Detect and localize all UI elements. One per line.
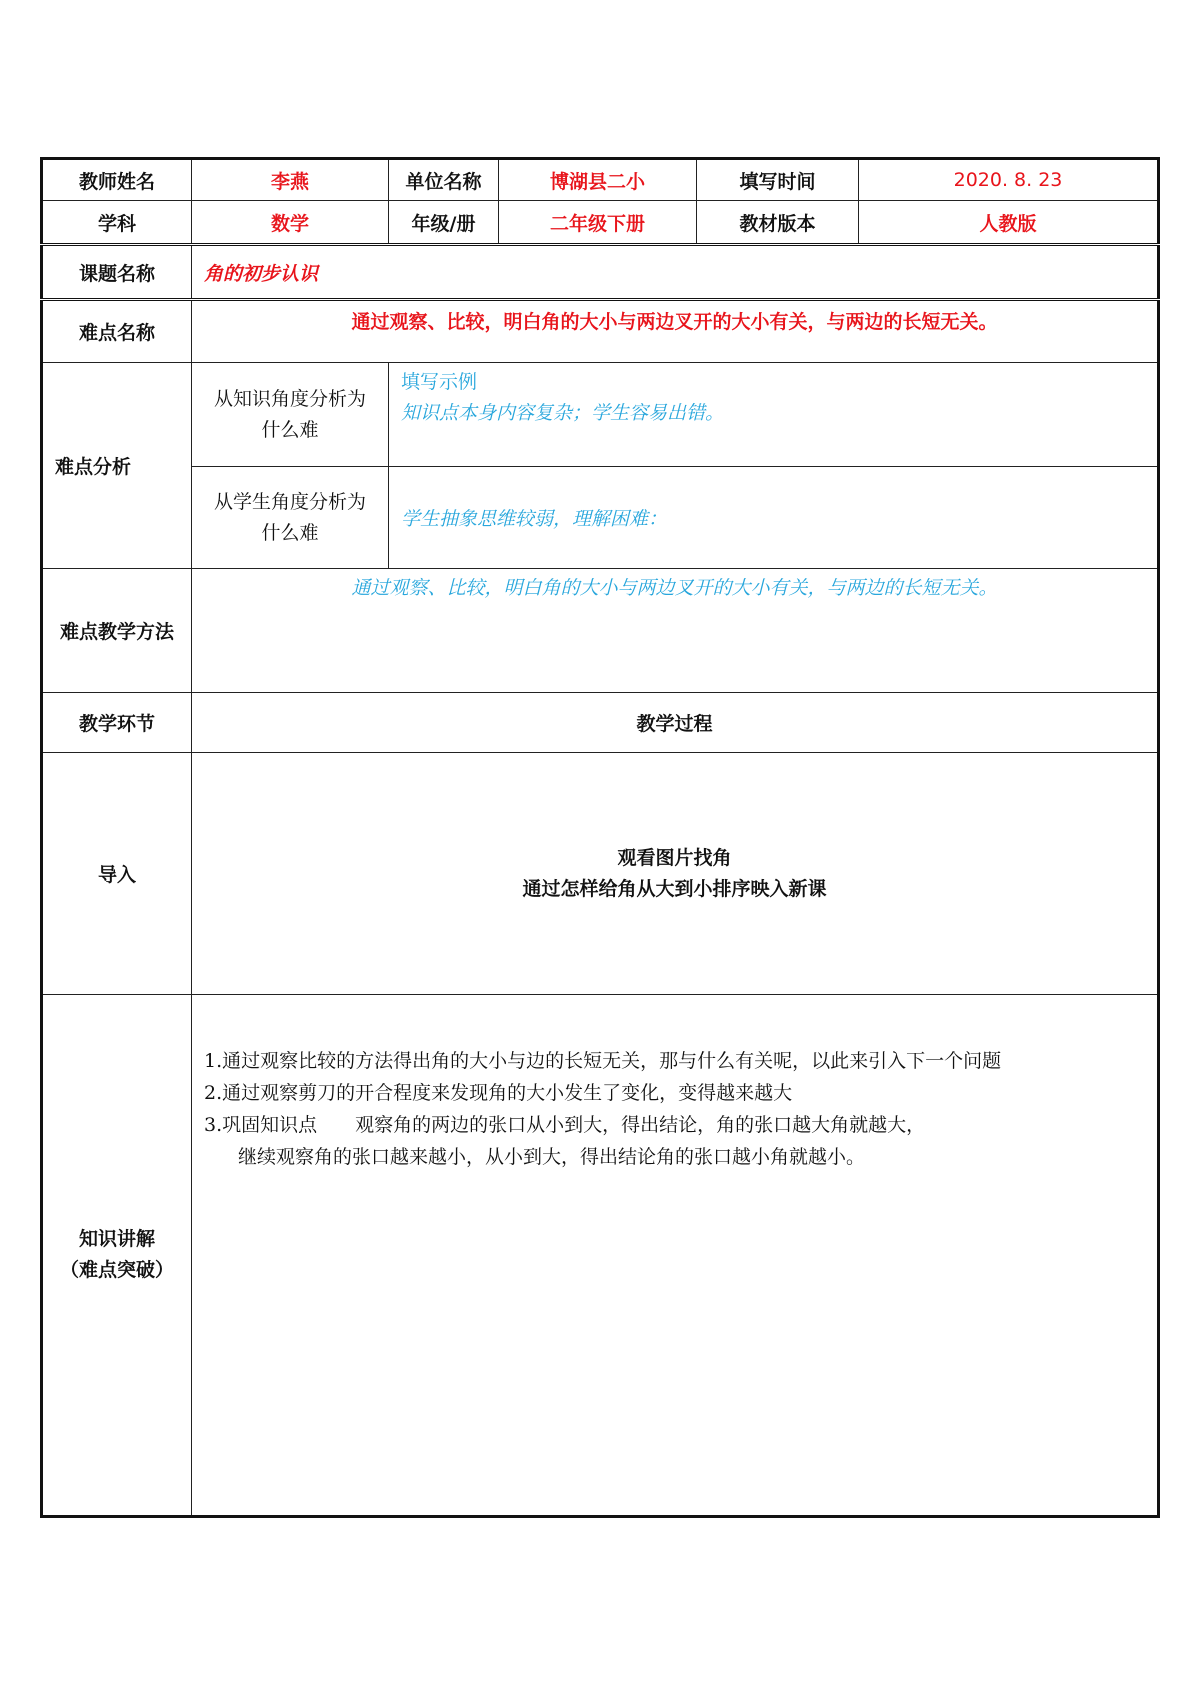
intro-line-1: 观看图片找角 bbox=[617, 846, 732, 869]
intro-cell bbox=[192, 753, 1159, 995]
student-angle-text: 学生抽象思维较弱，理解困难： bbox=[401, 508, 668, 530]
knowledge-angle-label-line1: 从知识角度分析为 bbox=[213, 387, 366, 410]
edition-value: 人教版 bbox=[859, 201, 1159, 245]
knowledge-item-3-heading: 3.巩固知识点 bbox=[204, 1114, 318, 1136]
knowledge-label bbox=[42, 995, 192, 1517]
topic-row bbox=[42, 245, 1159, 300]
student-angle-content bbox=[389, 467, 1159, 569]
process-label: 教学过程 bbox=[192, 693, 1159, 753]
subject-value: 数学 bbox=[192, 201, 389, 245]
intro-line-2: 通过怎样给角从大到小排序映入新课 bbox=[522, 877, 827, 900]
subject-label: 学科 bbox=[42, 201, 192, 245]
knowledge-item-1: 1.通过观察比较的方法得出角的大小与边的长短无关，那与什么有关呢，以此来引入下一个问题 bbox=[204, 1050, 1002, 1072]
difficulty-value: 通过观察、比较，明白角的大小与两边叉开的大小有关，与两边的长短无关。 bbox=[351, 311, 998, 333]
student-angle-label-line2: 什么难 bbox=[261, 521, 319, 544]
intro-label: 导入 bbox=[42, 753, 192, 995]
knowledge-row bbox=[42, 995, 1159, 1517]
knowledge-item-4: 继续观察角的张口越来越小，从小到大，得出结论角的张口越小角就越小。 bbox=[238, 1146, 866, 1168]
knowledge-angle-content bbox=[389, 363, 1159, 467]
method-row bbox=[42, 569, 1159, 693]
knowledge-angle-label-line2: 什么难 bbox=[261, 418, 319, 441]
topic-value: 角的初步认识 bbox=[204, 262, 319, 285]
method-label: 难点教学方法 bbox=[42, 569, 192, 693]
knowledge-item-3-text: 观察角的两边的张口从小到大，得出结论，角的张口越大角就越大， bbox=[355, 1114, 926, 1136]
example-title: 填写示例 bbox=[401, 371, 478, 393]
header-row-1 bbox=[42, 159, 1159, 201]
knowledge-label-line1: 知识讲解 bbox=[78, 1228, 155, 1250]
unit-label: 单位名称 bbox=[389, 159, 499, 201]
process-header-row bbox=[42, 693, 1159, 753]
lesson-plan-form bbox=[40, 157, 1160, 1518]
difficulty-cell bbox=[192, 300, 1159, 363]
stage-label: 教学环节 bbox=[42, 693, 192, 753]
date-value: 2020. 8. 23 bbox=[859, 159, 1159, 201]
date-label: 填写时间 bbox=[697, 159, 859, 201]
teacher-label: 教师姓名 bbox=[42, 159, 192, 201]
student-angle-label bbox=[192, 467, 389, 569]
grade-value: 二年级下册 bbox=[499, 201, 697, 245]
topic-cell bbox=[192, 245, 1159, 300]
difficulty-row bbox=[42, 300, 1159, 363]
knowledge-item-2: 2.通过观察剪刀的开合程度来发现角的大小发生了变化，变得越来越大 bbox=[204, 1082, 793, 1104]
analysis-row-student bbox=[42, 467, 1159, 569]
student-angle-label-line1: 从学生角度分析为 bbox=[213, 490, 366, 513]
difficulty-label: 难点名称 bbox=[42, 300, 192, 363]
topic-label: 课题名称 bbox=[42, 245, 192, 300]
teacher-value: 李燕 bbox=[192, 159, 389, 201]
edition-label: 教材版本 bbox=[697, 201, 859, 245]
header-row-2 bbox=[42, 201, 1159, 245]
example-text: 知识点本身内容复杂；学生容易出错。 bbox=[401, 402, 725, 424]
method-cell bbox=[192, 569, 1159, 693]
knowledge-item-3 bbox=[204, 1109, 1145, 1141]
analysis-row-knowledge bbox=[42, 363, 1159, 467]
knowledge-content bbox=[192, 995, 1159, 1517]
analysis-label: 难点分析 bbox=[42, 363, 192, 569]
method-text: 通过观察、比较，明白角的大小与两边叉开的大小有关，与两边的长短无关。 bbox=[351, 577, 998, 599]
knowledge-angle-label bbox=[192, 363, 389, 467]
grade-label: 年级/册 bbox=[389, 201, 499, 245]
unit-value: 博湖县二小 bbox=[499, 159, 697, 201]
knowledge-label-line2: （难点突破） bbox=[59, 1259, 174, 1281]
intro-row bbox=[42, 753, 1159, 995]
